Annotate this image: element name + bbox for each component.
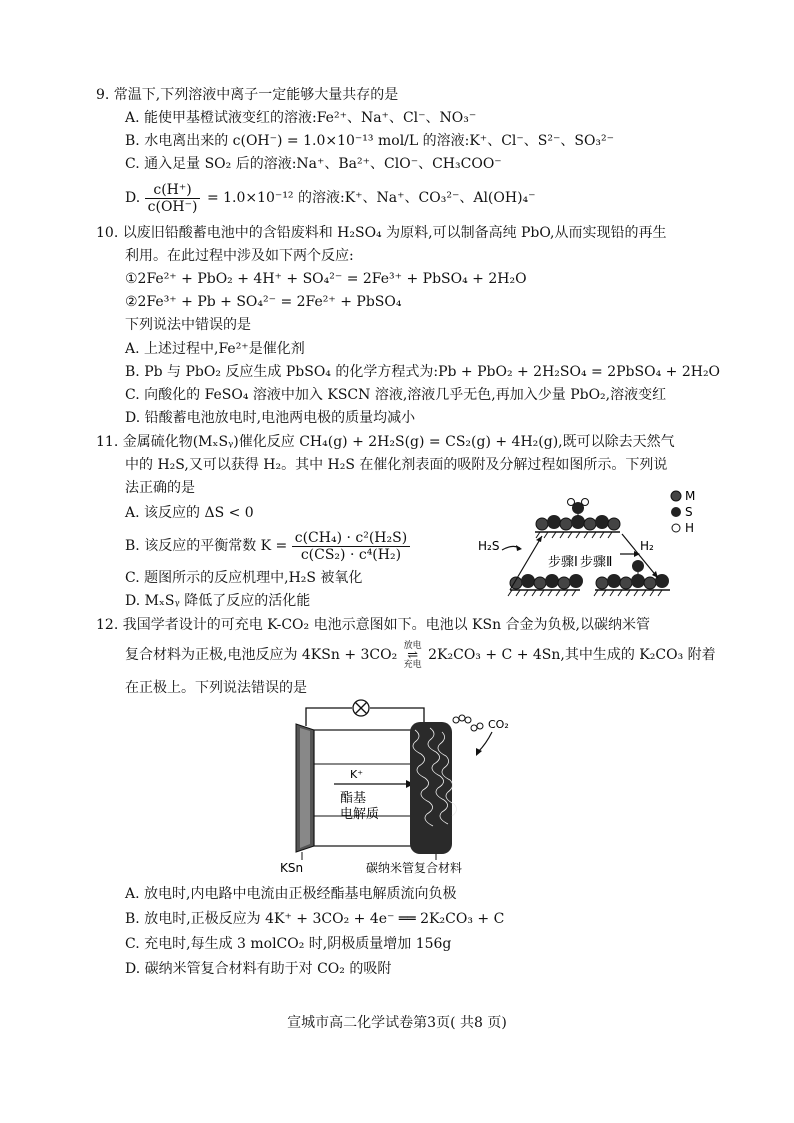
q10-option-c: C. 向酸化的 FeSO₄ 溶液中加入 KSCN 溶液,溶液几乎无色,再加入少量 PbO₂,溶液变红 bbox=[125, 387, 667, 403]
top-surface bbox=[535, 499, 620, 539]
arrow-symbol: ⇌ bbox=[407, 647, 419, 663]
q12-stem-line2-part1: 复合材料为正极,电池反应为 4KSn + 3CO₂ bbox=[125, 647, 398, 663]
step1-label: 步骤Ⅰ bbox=[548, 555, 578, 570]
q9-option-d-numerator: c(H⁺) bbox=[145, 182, 201, 199]
co2-arrow bbox=[478, 732, 492, 752]
q10-option-d: D. 铅酸蓄电池放电时,电池两电极的质量均减小 bbox=[125, 410, 416, 426]
q11-option-b-denominator: c(CS₂) · c⁴(H₂) bbox=[300, 546, 402, 563]
q12-battery-figure bbox=[270, 698, 530, 876]
q12-option-a: A. 放电时,内电路中电流由正极经酯基电解质流向负极 bbox=[125, 886, 457, 902]
q9-option-d-fraction bbox=[145, 182, 201, 215]
q11-mechanism-figure bbox=[470, 478, 710, 608]
q10-reaction-2: ②2Fe³⁺ + Pb + SO₄²⁻ = 2Fe²⁺ + PbSO₄ bbox=[125, 294, 402, 310]
q10-option-b: B. Pb 与 PbO₂ 反应生成 PbSO₄ 的化学方程式为:Pb + PbO₂ + 2H₂SO₄ = 2PbSO₄ + 2H₂O bbox=[125, 364, 721, 380]
q12-stem-line2-part2: 2K₂CO₃ + C + 4Sn,其中生成的 K₂CO₃ 附着 bbox=[428, 647, 716, 663]
co2-molecules bbox=[453, 715, 483, 731]
q10-stem-line1: 10. 以废旧铅酸蓄电池中的含铅废料和 H₂SO₄ 为原料,可以制备高纯 PbO,从而实现铅的再生 bbox=[96, 225, 667, 241]
q10-reaction-1: ①2Fe²⁺ + PbO₂ + 4H⁺ + SO₄²⁻ = 2Fe³⁺ + PbSO₄ + 2H₂O bbox=[125, 271, 527, 287]
q9-option-b: B. 水电离出来的 c(OH⁻) = 1.0×10⁻¹³ mol/L 的溶液:K⁺、Cl⁻、S²⁻、SO₃²⁻ bbox=[125, 133, 615, 149]
ksn-label: KSn bbox=[280, 861, 304, 875]
arrow-top-label: 放电 bbox=[403, 640, 422, 651]
legend-s-label: S bbox=[685, 505, 693, 519]
q12-stem-line2 bbox=[125, 640, 716, 670]
q11-stem-line2: 中的 H₂S,又可以获得 H₂。其中 H₂S 在催化剂表面的吸附及分解过程如图所示。下列说 bbox=[125, 457, 668, 473]
q9-option-c: C. 通入足量 SO₂ 后的溶液:Na⁺、Ba²⁺、ClO⁻、CH₃COO⁻ bbox=[125, 156, 502, 172]
q11-option-b-numerator: c(CH₄) · c²(H₂S) bbox=[292, 530, 410, 547]
q9-stem: 9. 常温下,下列溶液中离子一定能够大量共存的是 bbox=[96, 87, 399, 103]
legend-h-label: H bbox=[685, 521, 695, 535]
q9-option-a: A. 能使甲基橙试液变红的溶液:Fe²⁺、Na⁺、Cl⁻、NO₃⁻ bbox=[125, 110, 477, 126]
step2-label: 步骤Ⅱ bbox=[580, 555, 613, 570]
q11-stem-line1: 11. 金属硫化物(MₓSᵧ)催化反应 CH₄(g) + 2H₂S(g) = CS₂(g) + 4H₂(g),既可以除去天然气 bbox=[96, 434, 675, 450]
q9-option-d-denominator: c(OH⁻) bbox=[147, 198, 198, 215]
k-ion-label: K⁺ bbox=[350, 768, 364, 781]
legend-m-label: M bbox=[685, 489, 696, 503]
h2s-label: H₂S bbox=[478, 539, 500, 553]
q11-option-b-prefix: B. 该反应的平衡常数 K = bbox=[125, 538, 288, 554]
arrow-bottom-label: 充电 bbox=[403, 659, 422, 670]
q11-option-d: D. MₓSᵧ 降低了反应的活化能 bbox=[125, 593, 311, 609]
q12-option-d: D. 碳纳米管复合材料有助于对 CO₂ 的吸附 bbox=[125, 961, 392, 977]
q11-option-c: C. 题图所示的反应机理中,H₂S 被氧化 bbox=[125, 570, 363, 586]
q10-stem-line2: 利用。在此过程中涉及如下两个反应: bbox=[125, 248, 354, 264]
q12-stem-line1: 12. 我国学者设计的可充电 K-CO₂ 电池示意图如下。电池以 KSn 合金为负极,以碳纳米管 bbox=[96, 617, 651, 633]
page-footer: 宣城市高二化学试卷第3页( 共8 页) bbox=[287, 1015, 507, 1031]
electrolyte-label-1: 酯基 bbox=[340, 791, 367, 806]
q10-option-a: A. 上述过程中,Fe²⁺是催化剂 bbox=[125, 341, 305, 357]
q9-option-d bbox=[125, 178, 536, 218]
legend bbox=[671, 489, 695, 535]
co2-label: CO₂ bbox=[488, 718, 509, 731]
electrolyte-region bbox=[314, 730, 416, 846]
left-surface bbox=[508, 574, 583, 596]
reversible-arrow bbox=[404, 641, 422, 670]
electrolyte-label-2: 电解质 bbox=[340, 807, 380, 822]
cnt-label: 碳纳米管复合材料 bbox=[366, 861, 463, 875]
q12-option-c: C. 充电时,每生成 3 molCO₂ 时,阴极质量增加 156g bbox=[125, 936, 452, 952]
q11-option-a: A. 该反应的 ΔS < 0 bbox=[125, 505, 254, 521]
cnt-electrode bbox=[410, 722, 457, 854]
q11-option-b-fraction bbox=[292, 530, 410, 563]
q10-ask: 下列说法中错误的是 bbox=[125, 317, 251, 333]
q11-stem-line3: 法正确的是 bbox=[125, 480, 195, 496]
q12-option-b: B. 放电时,正极反应为 4K⁺ + 3CO₂ + 4e⁻ ══ 2K₂CO₃ + C bbox=[125, 911, 505, 927]
external-circuit bbox=[306, 700, 424, 726]
q12-stem-line3: 在正极上。下列说法错误的是 bbox=[125, 680, 307, 696]
q9-option-d-prefix: D. bbox=[125, 190, 141, 206]
q9-option-d-rest: = 1.0×10⁻¹² 的溶液:K⁺、Na⁺、CO₃²⁻、Al(OH)₄⁻ bbox=[206, 190, 536, 206]
h2-label: H₂ bbox=[640, 539, 654, 553]
q11-option-b bbox=[125, 526, 412, 566]
